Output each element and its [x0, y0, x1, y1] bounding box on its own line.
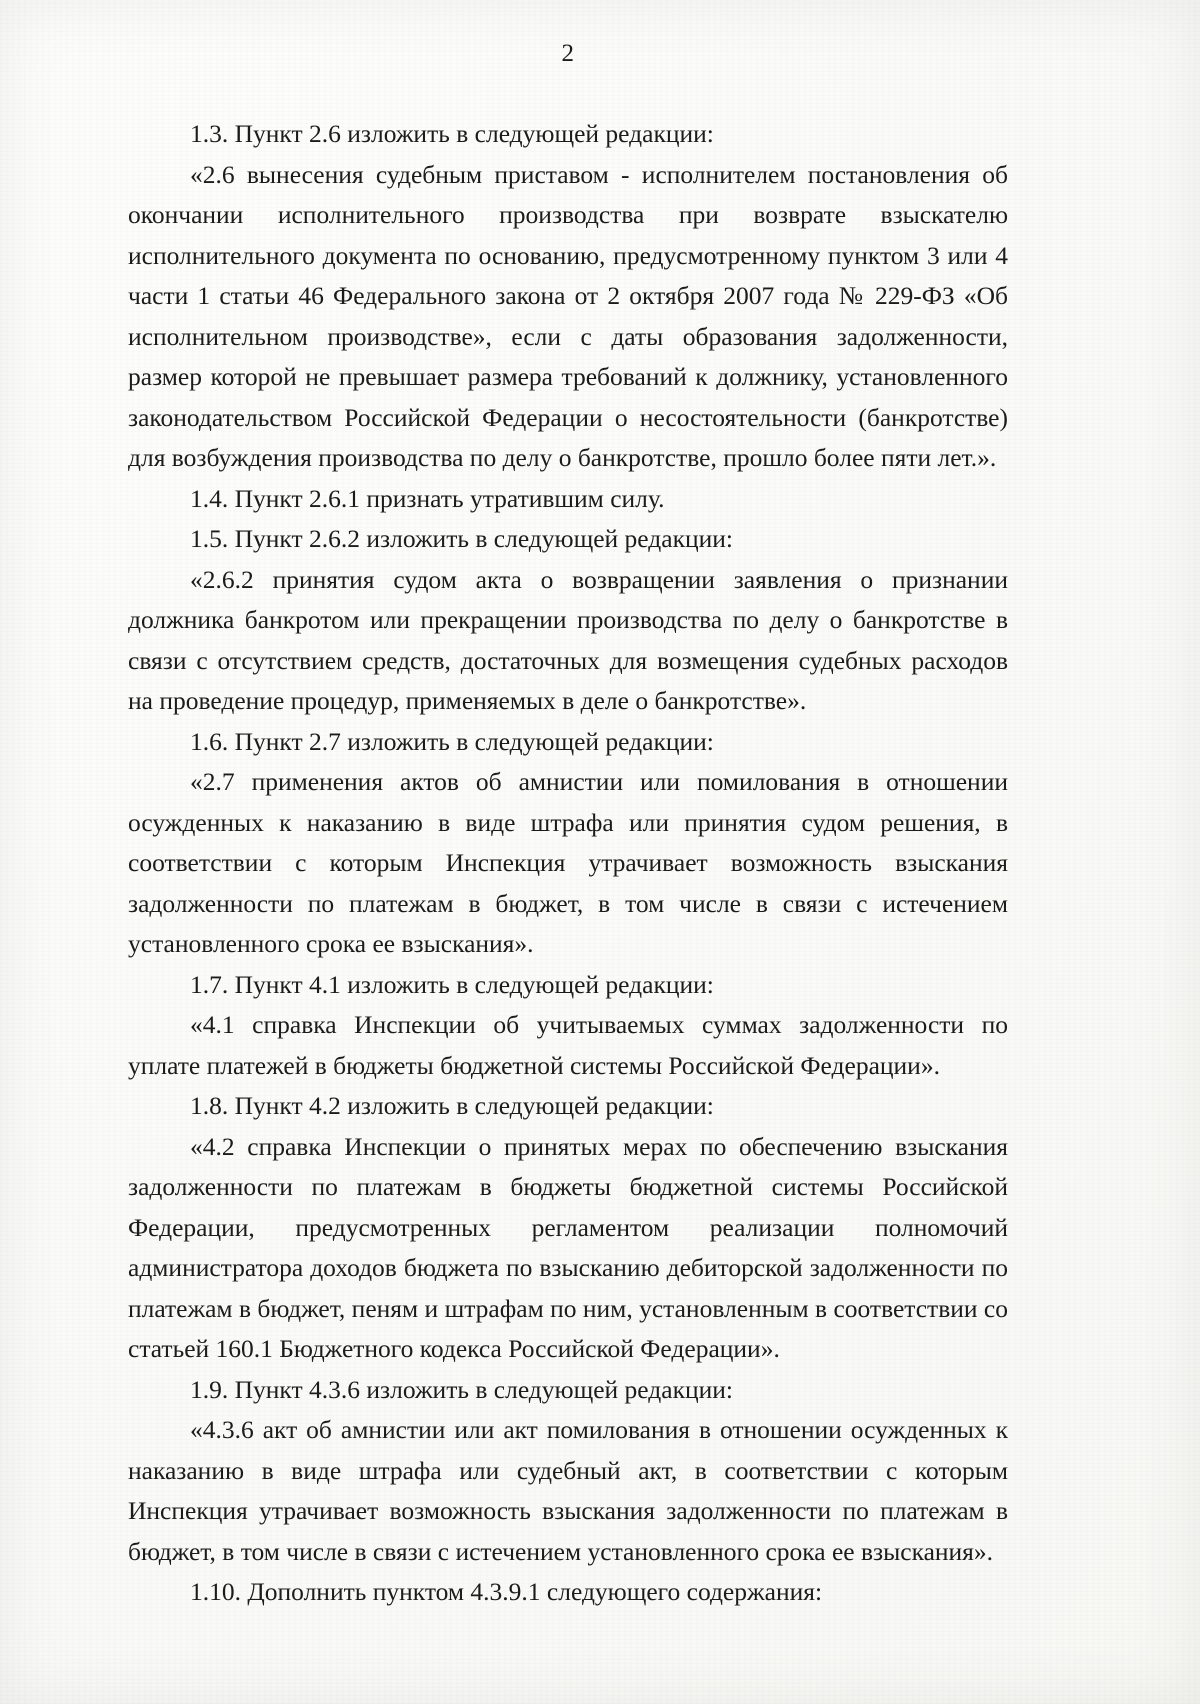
paragraph: 1.9. Пункт 4.3.6 изложить в следующей редакции: — [190, 1374, 733, 1404]
page-content — [128, 40, 1008, 1613]
paragraph: 1.4. Пункт 2.6.1 признать утратившим силу. — [190, 483, 665, 513]
paragraph: 1.6. Пункт 2.7 изложить в следующей редакции: — [190, 726, 714, 756]
paragraph: 1.10. Дополнить пунктом 4.3.9.1 следующего содержания: — [190, 1577, 823, 1606]
paragraph: 1.3. Пункт 2.6 изложить в следующей редакции: — [190, 119, 714, 148]
paragraph: «2.6 вынесения судебным приставом - исполнителем постановления об окончании исполнительного производства при возврате взыскателю исполнительного документа по основанию, предусмотренному пунктом 3 или 4 части 1 статьи 46 Федерального закона от 2 октября 2007 года № 229-ФЗ «Об исполнительном производстве», если с даты образования задолженности, размер которой не превышает размера требований к должнику, установленного законодательством Российской Федерации о несостоятельности (банкротстве) для возбуждения производства по делу о банкротстве, прошло более пяти лет.». — [128, 159, 1008, 472]
paragraph: «2.7 применения актов об амнистии или помилования в отношении осужденных к наказанию в виде штрафа или принятия судом решения, в соответствии с которым Инспекция утрачивает возможность взыскания задолженности по платежам в бюджет, в том числе в связи с истечением установленного срока ее взыскания». — [128, 767, 1008, 958]
paragraph: «4.1 справка Инспекции об учитываемых суммах задолженности по уплате платежей в бюджеты бюджетной системы Российской Федерации». — [128, 1010, 1008, 1080]
paragraph: «4.3.6 акт об амнистии или акт помилования в отношении осужденных к наказанию в виде штрафа или судебный акт, в соответствии с которым Инспекция утрачивает возможность взыскания задолженности по платежам в бюджет, в том числе в связи с истечением установленного срока ее взыскания». — [128, 1415, 1008, 1566]
paragraph: «4.2 справка Инспекции о принятых мерах по обеспечению взыскания задолженности по платежам в бюджеты бюджетной системы Российской Федерации, предусмотренных регламентом реализации полномочий администратора доходов бюджета по взысканию дебиторской задолженности по платежам в бюджет, пеням и штрафам по ним, установленным в соответствии со статьей 160.1 Бюджетного кодекса Российской Федерации». — [128, 1131, 1008, 1363]
paragraph: 1.8. Пункт 4.2 изложить в следующей редакции: — [190, 1091, 714, 1120]
paragraph: 1.5. Пункт 2.6.2 изложить в следующей редакции: — [190, 524, 733, 553]
paragraph: «2.6.2 принятия судом акта о возвращении заявления о признании должника банкротом или прекращении производства по делу о банкротстве в связи с отсутствием средств, достаточных для возмещения судебных расходов на проведение процедур, применяемых в деле о банкротстве». — [128, 564, 1008, 715]
document-body — [128, 114, 1008, 1613]
page-number: 2 — [561, 40, 575, 67]
paragraph: 1.7. Пункт 4.1 изложить в следующей редакции: — [190, 969, 714, 999]
